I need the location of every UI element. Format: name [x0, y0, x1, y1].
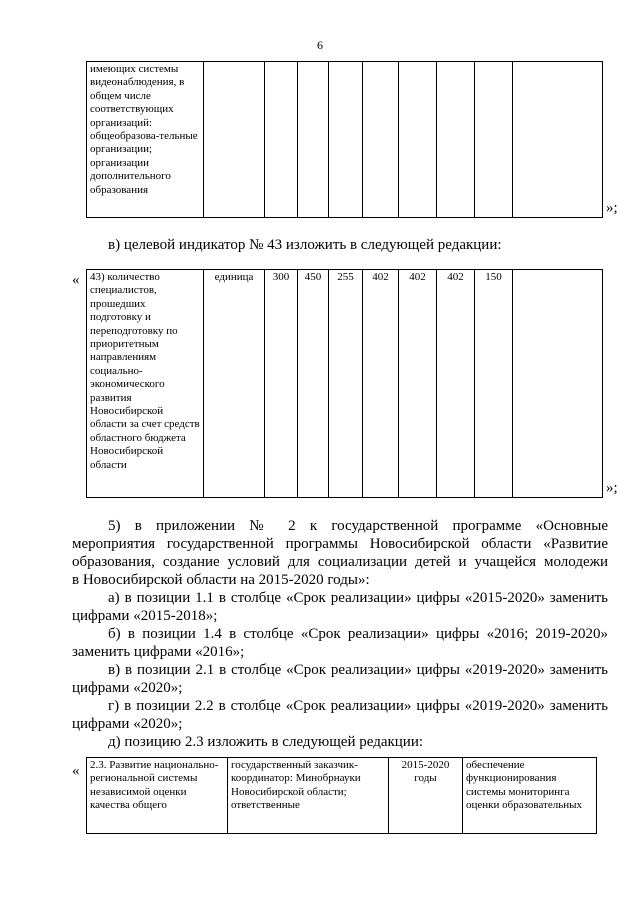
paragraph-v2-line: цифрами «2020»;: [72, 680, 183, 696]
page-number: 6: [317, 38, 323, 52]
paragraph-g-line: цифрами «2020»;: [72, 716, 183, 732]
closing-quote: »;: [606, 480, 618, 496]
paragraph-v2-line: в) в позиции 2.1 в столбце «Срок реализации» цифры «2019-2020» заменить: [108, 662, 608, 678]
opening-quote: «: [72, 763, 80, 779]
paragraph-b-line: б) в позиции 1.4 в столбце «Срок реализации» цифры «2016; 2019-2020»: [108, 626, 608, 642]
value-cell: 402: [437, 270, 475, 498]
value-cell: 255: [329, 270, 363, 498]
paragraph-5-line: в Новосибирской области на 2015-2020 годы»:: [72, 572, 370, 588]
paragraph-g-line: г) в позиции 2.2 в столбце «Срок реализации» цифры «2019-2020» заменить: [108, 698, 608, 714]
paragraph-5-line: 5) в приложении № 2 к государственной программе «Основные: [108, 518, 608, 534]
table-cell: [363, 62, 399, 218]
value-cell: [513, 270, 603, 498]
result-cell: обеспечение функционирования системы мониторинга оценки образовательных: [463, 758, 597, 834]
paragraph-5-line: образования, создание условий для социализации детей и учащейся молодежи: [72, 554, 608, 570]
position-2-3-table: [86, 757, 597, 834]
indicator-43-table: [86, 269, 603, 498]
paragraph-b-line: заменить цифрами «2016»;: [72, 644, 245, 660]
indicator-description: имеющих системы видеонаблюдения, в общем числе соответствующих организаций: общеобразова-тельные организации; организации дополнительного образования: [87, 62, 204, 218]
table-cell: [399, 62, 437, 218]
period-cell: [389, 758, 463, 834]
value-cell: 402: [399, 270, 437, 498]
closing-quote: »;: [606, 200, 618, 216]
table-cell: [298, 62, 329, 218]
paragraph-a-line: а) в позиции 1.1 в столбце «Срок реализации» цифры «2015-2020» заменить: [108, 590, 608, 606]
paragraph-d: д) позицию 2.3 изложить в следующей редакции:: [108, 734, 424, 750]
paragraph-a-line: цифрами «2015-2018»;: [72, 608, 218, 624]
table-cell: [475, 62, 513, 218]
responsible-cell: государственный заказчик-координатор: Минобрнауки Новосибирской области; ответственные: [228, 758, 389, 834]
table-cell: [204, 62, 265, 218]
period-years: 2015-2020: [401, 759, 450, 771]
value-cell: 450: [298, 270, 329, 498]
opening-quote: «: [72, 272, 80, 288]
table-cell: [329, 62, 363, 218]
paragraph-v: в) целевой индикатор № 43 изложить в следующей редакции:: [108, 237, 502, 253]
table-cell: [437, 62, 475, 218]
table-cell: [513, 62, 603, 218]
activity-cell: 2.3. Развитие национально-региональной системы независимой оценки качества общего: [87, 758, 228, 834]
value-cell: 150: [475, 270, 513, 498]
paragraph-5-line: мероприятия государственной программы Новосибирской области «Развитие: [72, 536, 608, 552]
unit-cell: единица: [204, 270, 265, 498]
period-unit: годы: [414, 772, 437, 785]
table-cell: [265, 62, 298, 218]
value-cell: 402: [363, 270, 399, 498]
indicator-description: 43) количество специалистов, прошедших подготовку и переподготовку по приоритетным направлениям социально-экономического развития Новосибирской области за счет средств областного бюджета Новосибирской области: [87, 270, 204, 498]
value-cell: 300: [265, 270, 298, 498]
indicator-table-continued: [86, 61, 603, 218]
